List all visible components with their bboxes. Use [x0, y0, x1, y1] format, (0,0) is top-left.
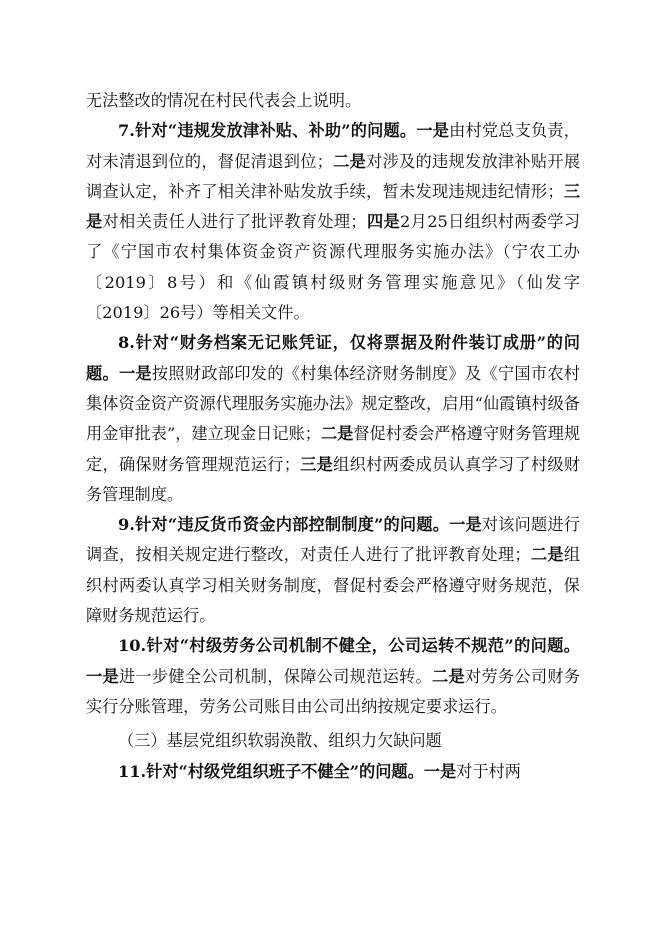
bold-run: 9.针对“违反货币资金内部控制制度”的问题。一是	[118, 515, 482, 535]
bold-run: 四是	[366, 212, 401, 232]
bold-run: 三是	[86, 181, 581, 232]
text-run: （三）基层党组织软弱涣散、组织力欠缺问题	[118, 731, 442, 751]
bold-run: 7.针对“违规发放津补贴、补助”的问题。一是	[118, 121, 450, 141]
paragraph	[86, 328, 580, 510]
section-subheading	[86, 726, 580, 756]
text-run: 无法整改的情况在村民代表会上说明。	[86, 91, 362, 110]
text-run: 对于村两	[456, 761, 521, 781]
text-run: 按照财政部印发的《村集体经济财务制度》及《宁国市农村集体资金资产资源代理服务实施办法》规定整改，启用“仙霞镇村级备用金审批表”，建立现金日记账；	[86, 363, 580, 444]
text-run: 督促村委会严格遵守财务管理规定，确保财务管理规范运行；	[86, 424, 581, 474]
document-body	[86, 86, 580, 787]
bold-run: 二是	[432, 666, 465, 686]
bold-run: 二是	[320, 424, 354, 444]
paragraph	[86, 116, 580, 328]
bold-run: 三是	[299, 454, 334, 474]
text-run: 2月25日组织村两委学习了《宁国市农村集体资金资产资源代理服务实施办法》（宁农工办〔2019〕8号）和《仙霞镇村级财务管理实施意见》（仙发字〔2019〕26号）等相关文件。	[86, 212, 581, 323]
text-run: 组织村两委成员认真学习了村级财务管理制度。	[86, 454, 581, 504]
bold-run: 11.针对“村级党组织班子不健全”的问题。一是	[118, 761, 457, 781]
bold-run: 二是	[332, 151, 367, 171]
paragraph	[86, 86, 580, 116]
text-run: 对该问题进行调查，按相关规定进行整改，对责任人进行了批评教育处理；	[86, 515, 580, 565]
paragraph	[86, 757, 580, 787]
text-run: 组织村两委认真学习相关财务制度，督促村委会严格遵守财务规范，保障财务规范运行。	[86, 545, 581, 626]
text-run: 对相关责任人进行了批评教育处理；	[102, 212, 367, 232]
text-run: 对涉及的违规发放津补贴开展调查认定，补齐了相关津补贴发放手续，暂未发现违规违纪情形；	[86, 151, 581, 201]
bold-run: 二是	[530, 545, 564, 565]
bold-run: 8.针对“财务档案无记账凭证，仅将票据及附件装订成册”的问题。一是	[86, 333, 580, 383]
text-run: 进一步健全公司机制，保障公司规范运转。	[118, 666, 433, 686]
text-run: 由村党总支负责，对未清退到位的，督促清退到位；	[86, 121, 580, 171]
bold-run: 10.针对“村级劳务公司机制不健全，公司运转不规范”的问题。一是	[86, 636, 580, 686]
paragraph	[86, 631, 580, 722]
paragraph	[86, 510, 580, 631]
text-run: 对劳务公司财务实行分账管理，劳务公司账目由公司出纳按规定要求运行。	[86, 666, 581, 716]
